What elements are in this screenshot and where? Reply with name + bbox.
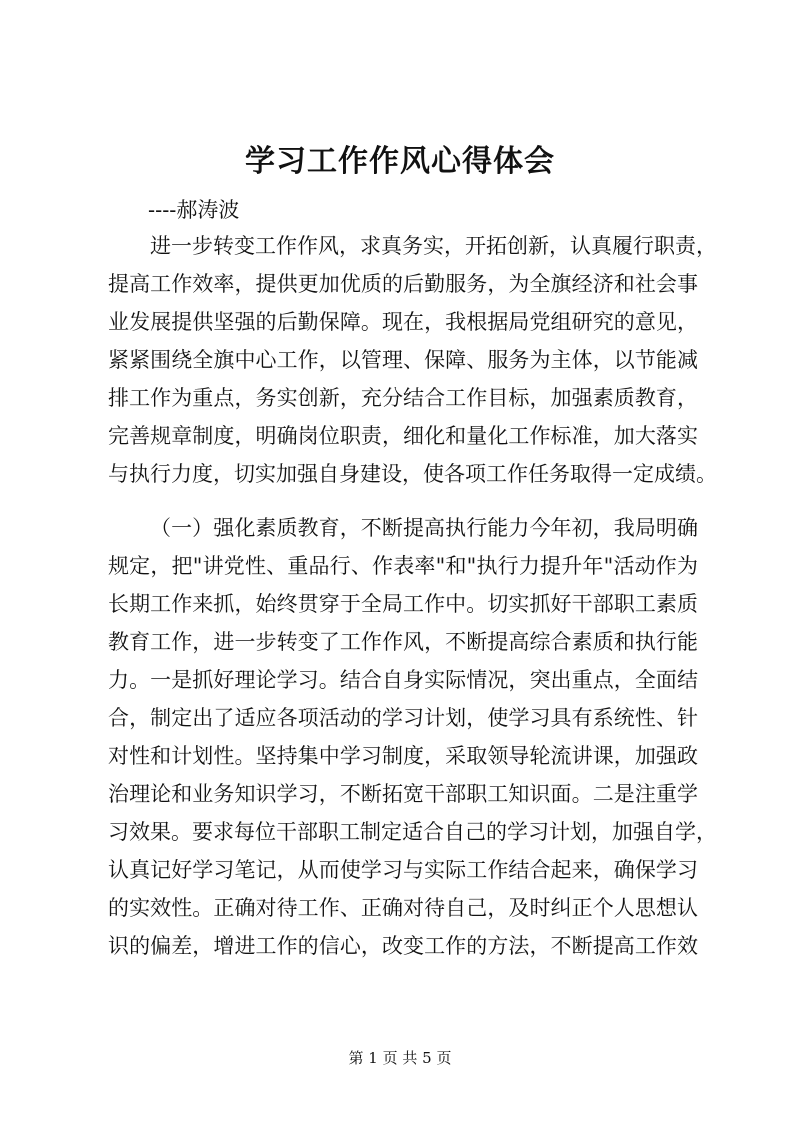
- paragraph-line: 力。一是抓好理论学习。结合自身实际情况，突出重点，全面结: [108, 668, 698, 692]
- document-author: ----郝涛波: [148, 198, 240, 222]
- paragraph-line: 识的偏差，增进工作的信心，改变工作的方法，不断提高工作效: [108, 934, 698, 958]
- paragraph-line: 排工作为重点，务实创新，充分结合工作目标，加强素质教育，: [108, 386, 698, 410]
- paragraph-line: 与执行力度，切实加强自身建设，使各项工作任务取得一定成绩。: [108, 462, 717, 486]
- paragraph-line: 完善规章制度，明确岗位职责，细化和量化工作标准，加大落实: [108, 424, 698, 448]
- paragraph-line: 长期工作来抓，始终贯穿于全局工作中。切实抓好干部职工素质: [108, 592, 698, 616]
- page-footer: 第 1 页 共 5 页: [348, 1049, 452, 1067]
- paragraph-line: 规定，把"讲党性、重品行、作表率"和"执行力提升年"活动作为: [108, 554, 698, 578]
- paragraph-line: 进一步转变工作作风，求真务实，开拓创新，认真履行职责，: [150, 234, 717, 258]
- paragraph-line: 教育工作，进一步转变了工作作风，不断提高综合素质和执行能: [108, 630, 698, 654]
- paragraph-line: 对性和计划性。坚持集中学习制度，采取领导轮流讲课，加强政: [108, 744, 698, 768]
- document-title: 学习工作作风心得体会: [245, 144, 555, 179]
- paragraph-line: 习效果。要求每位干部职工制定适合自己的学习计划，加强自学，: [108, 820, 717, 844]
- paragraph-line: 合，制定出了适应各项活动的学习计划，使学习具有系统性、针: [108, 706, 698, 730]
- paragraph-line: 业发展提供坚强的后勤保障。现在，我根据局党组研究的意见，: [108, 310, 698, 334]
- paragraph-line: 的实效性。正确对待工作、正确对待自己，及时纠正个人思想认: [108, 896, 698, 920]
- paragraph-line: 紧紧围绕全旗中心工作，以管理、保障、服务为主体，以节能减: [108, 348, 698, 372]
- paragraph-line: 提高工作效率，提供更加优质的后勤服务，为全旗经济和社会事: [108, 272, 698, 296]
- paragraph-line: （一）强化素质教育，不断提高执行能力今年初，我局明确: [150, 516, 698, 540]
- paragraph-line: 治理论和业务知识学习，不断拓宽干部职工知识面。二是注重学: [108, 782, 698, 806]
- paragraph-line: 认真记好学习笔记，从而使学习与实际工作结合起来，确保学习: [108, 858, 698, 882]
